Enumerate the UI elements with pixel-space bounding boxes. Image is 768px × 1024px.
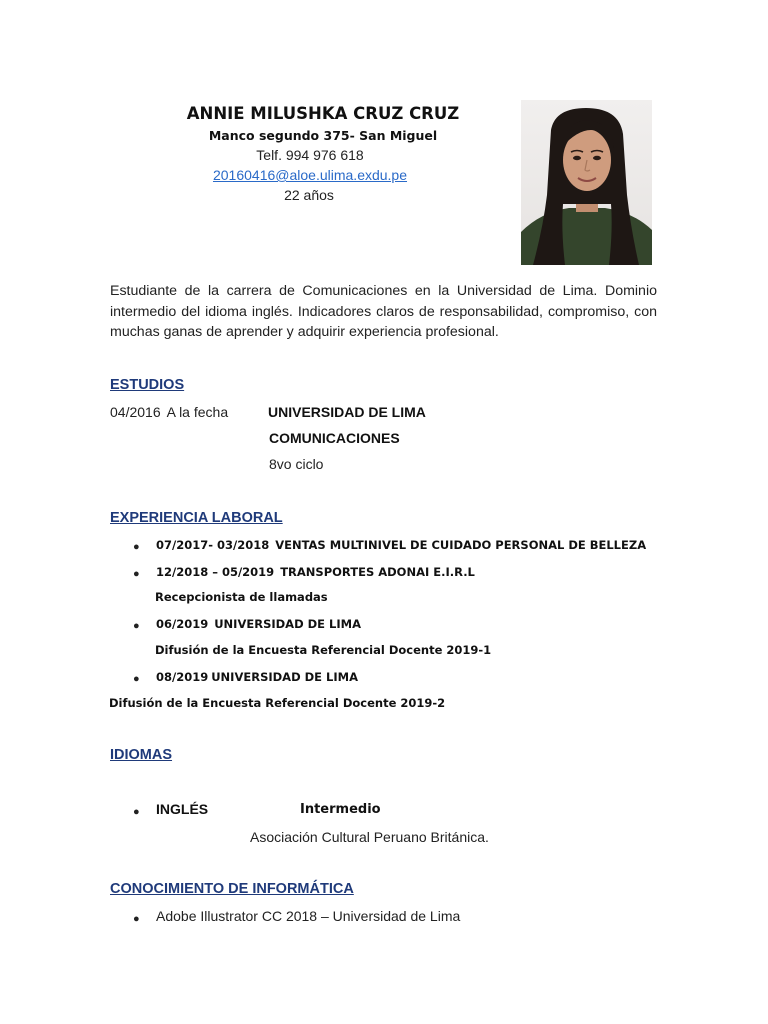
- candidate-name: ANNIE MILUSHKA CRUZ CRUZ: [186, 104, 460, 123]
- experience-item: [133, 537, 140, 555]
- experience-item: [133, 669, 140, 687]
- studies-date: [110, 404, 228, 420]
- studies-career: COMUNICACIONES: [269, 430, 400, 446]
- profile-summary: Estudiante de la carrera de Comunicaciones en la Universidad de Lima. Dominio intermedio del idioma inglés. Indicadores claros de responsabilidad, compromiso, con muchas ganas de aprender y adquirir experiencia profesional.: [110, 283, 657, 340]
- bullet-icon: ●: [133, 541, 140, 553]
- experience-org: TRANSPORTES ADONAI E.I.R.L: [280, 565, 475, 579]
- candidate-email-link[interactable]: 20160416@aloe.ulima.exdu.pe: [212, 167, 408, 183]
- experience-item-1: [156, 538, 646, 552]
- studies-period: A la fecha: [166, 404, 229, 420]
- bullet-icon: ●: [133, 806, 140, 818]
- experience-org: UNIVERSIDAD DE LIMA: [211, 670, 358, 684]
- experience-role: Recepcionista de llamadas: [155, 590, 328, 604]
- experience-item: [133, 616, 140, 634]
- experience-role: Difusión de la Encuesta Referencial Docente 2019-1: [155, 643, 492, 657]
- studies-heading: ESTUDIOS: [110, 377, 185, 393]
- profile-photo: [521, 100, 652, 265]
- experience-role: Difusión de la Encuesta Referencial Docente 2019-2: [109, 696, 446, 710]
- experience-item-2: [156, 565, 475, 579]
- language-institution: Asociación Cultural Peruano Británica.: [250, 829, 489, 845]
- computing-heading: CONOCIMIENTO DE INFORMÁTICA: [110, 881, 354, 897]
- experience-item-4: [156, 670, 358, 684]
- bullet-icon: ●: [133, 620, 140, 632]
- candidate-phone: Telf. 994 976 618: [256, 147, 364, 163]
- experience-item: [133, 564, 140, 582]
- language-level: Intermedio: [300, 802, 381, 817]
- bullet-icon: ●: [133, 568, 140, 580]
- studies-date-value: 04/2016: [110, 404, 161, 420]
- bullet-icon: ●: [133, 673, 140, 685]
- languages-heading: IDIOMAS: [110, 747, 173, 763]
- studies-cycle: 8vo ciclo: [269, 456, 324, 472]
- experience-date: 07/2017- 03/2018: [156, 538, 270, 552]
- bullet-icon: ●: [133, 913, 140, 925]
- computing-item: [133, 909, 140, 927]
- experience-item-3: [156, 617, 361, 631]
- experience-heading: EXPERIENCIA LABORAL: [110, 510, 283, 526]
- experience-date: 12/2018 – 05/2019: [156, 565, 275, 579]
- profile-photo-illustration: [521, 100, 652, 265]
- experience-org: UNIVERSIDAD DE LIMA: [214, 617, 361, 631]
- language-name: INGLÉS: [156, 801, 209, 817]
- experience-date: 06/2019: [156, 617, 209, 631]
- language-item: [133, 802, 140, 820]
- experience-date: 08/2019: [156, 670, 209, 684]
- computing-skill: Adobe Illustrator CC 2018 – Universidad de Lima: [156, 908, 461, 924]
- studies-institution: UNIVERSIDAD DE LIMA: [268, 404, 426, 420]
- candidate-age: 22 años: [284, 187, 334, 203]
- candidate-address: Manco segundo 375- San Miguel: [208, 128, 438, 143]
- experience-org: VENTAS MULTINIVEL DE CUIDADO PERSONAL DE BELLEZA: [275, 538, 647, 552]
